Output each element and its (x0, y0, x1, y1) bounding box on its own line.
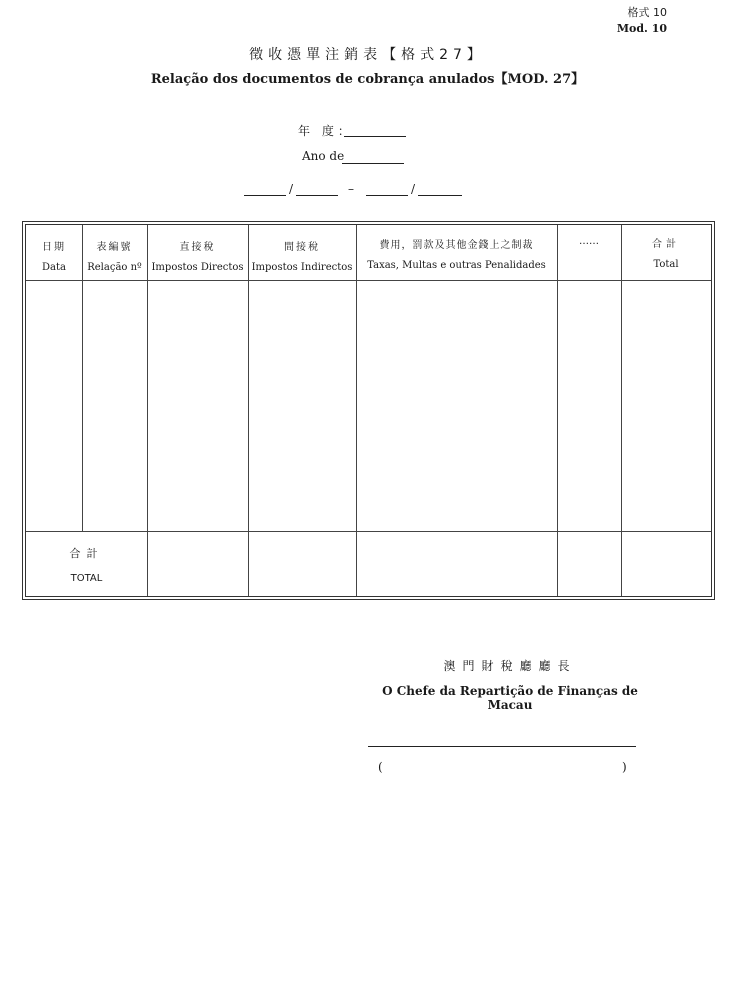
signature-name-paren-close: ) (622, 760, 627, 774)
period-to-month-blank[interactable] (418, 195, 462, 196)
column-divider (356, 225, 357, 596)
column-divider (621, 225, 622, 596)
period-range (244, 182, 464, 196)
period-from-slash: / (289, 182, 294, 196)
column-header-fees-fines (356, 236, 557, 271)
signature-line[interactable] (368, 746, 636, 747)
period-from-month-blank[interactable] (296, 195, 338, 196)
period-dash: – (348, 182, 354, 196)
year-blank-portuguese[interactable] (342, 163, 404, 164)
column-header-label-chinese: …… (579, 236, 599, 247)
column-header-label-chinese: 直接稅 (179, 242, 216, 253)
column-header-label-portuguese: Relação nº (87, 262, 142, 273)
year-blank-chinese[interactable] (344, 136, 406, 137)
column-header-label-chinese: 表編號 (96, 242, 133, 253)
column-header-label-chinese: 日期 (42, 242, 66, 253)
period-to-day-blank[interactable] (366, 195, 408, 196)
column-divider (248, 225, 249, 596)
column-header-relation-number (82, 238, 147, 273)
period-from-day-blank[interactable] (244, 195, 286, 196)
column-header-label-portuguese: Taxas, Multas e outras Penalidades (367, 260, 546, 271)
column-header-other (557, 236, 621, 260)
column-header-label-chinese: 費用，罰款及其他金錢上之制裁 (379, 240, 534, 251)
cancellation-table (22, 221, 715, 600)
column-header-indirect-taxes (248, 238, 356, 273)
column-header-label-portuguese: Data (42, 262, 66, 273)
column-header-direct-taxes (147, 238, 248, 273)
table-grid (25, 224, 712, 597)
column-header-label-chinese: 合計 (652, 239, 680, 250)
signature-name-paren-open: ( (378, 760, 383, 774)
column-divider (147, 225, 148, 596)
column-header-label-portuguese: Impostos Directos (151, 262, 244, 273)
title-portuguese: Relação dos documentos de cobrança anulados【MOD. 27】 (150, 72, 585, 87)
column-header-date (26, 238, 82, 273)
total-label-portuguese: TOTAL (70, 573, 103, 584)
total-row-label (26, 545, 147, 584)
column-header-label-portuguese: Total (653, 259, 679, 270)
year-label-portuguese: Ano de (302, 149, 345, 163)
column-header-label-portuguese: Impostos Indirectos (251, 262, 353, 273)
title-chinese: 徵收憑單注銷表【格式27】 (249, 47, 486, 63)
form-code-portuguese: Mod. 10 (616, 22, 667, 35)
signature-title-portuguese: O Chefe da Repartição de Finanças de Macau (382, 684, 638, 712)
header-divider (26, 280, 711, 281)
total-divider (26, 531, 711, 532)
column-header-total (621, 235, 711, 270)
signature-title-chinese: 澳門財稅廳廳長 (443, 659, 577, 673)
total-label-chinese: 合計 (69, 547, 104, 560)
column-header-label-chinese: 間接稅 (284, 242, 320, 253)
period-to-slash: / (411, 182, 416, 196)
year-label-chinese: 年 度： (298, 124, 354, 138)
form-code-chinese: 格式 10 (627, 6, 667, 19)
column-divider (557, 225, 558, 596)
